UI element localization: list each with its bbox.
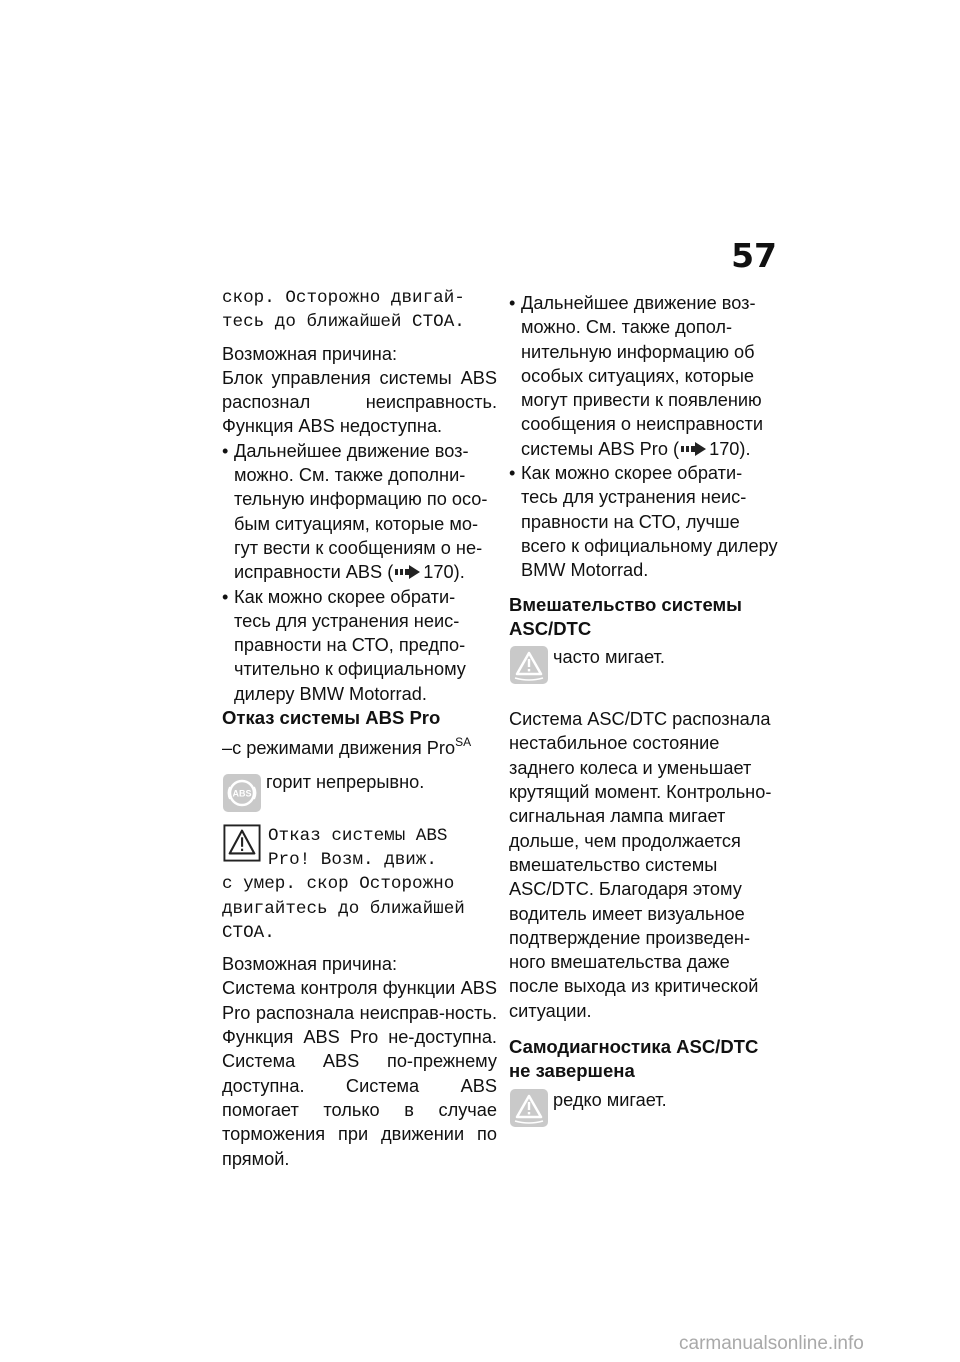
possible-cause-label: Возможная причина: (222, 954, 397, 975)
abs-warning-lamp-icon (222, 773, 262, 813)
section-heading: Самодиагностика ASC/DTC не завершена (509, 1036, 759, 1082)
warning-message-continued: с умер. скор Осторожно двигайтесь до ближайшей СТОА. (222, 874, 465, 943)
asc-dtc-lamp-icon (509, 645, 549, 685)
abs-indicator-row (222, 770, 497, 818)
page-reference-arrow-icon (679, 441, 709, 457)
list-item: • Как можно скорее обрати- тесь для устранения неис- правности на СТО, лучше всего к официальному дилеру BMW Motorrad. (509, 463, 778, 581)
section-subline: –с режимами движения Pro$^{SA}$ (222, 735, 472, 759)
asc-selftest-text: редко мигает. (553, 1089, 667, 1110)
section-heading: Отказ системы ABS Pro (222, 707, 441, 729)
list-item: • Дальнейшее движение воз- можно. См. также дополни- тельную информацию по осо- бым ситуациям, которые мо- гут вести к сообщениям о не- исправности ABS ( 170). (222, 440, 488, 583)
list-item: • Дальнейшее движение воз- можно. См. также допол- нительную информацию об особых ситуациях, которые могут привести к появлению сообщения о неисправности системы ABS Pro ( 170). (509, 293, 763, 459)
svg-text:ABS: ABS (232, 788, 252, 799)
asc-selftest-row (509, 1088, 784, 1136)
message-text-continued: скор. Осторожно двигай- тесь до ближайшей СТОА. (222, 288, 465, 333)
asc-indicator-text: часто мигает. (553, 647, 665, 668)
asc-dtc-lamp-icon (509, 1088, 549, 1128)
warning-message-text: Отказ системы ABS Pro! Возм. движ. (268, 825, 448, 870)
cause-paragraph: Блок управления системы ABS распознал неисправность. Функция ABS недоступна. (222, 367, 497, 437)
right-column (509, 291, 784, 1136)
asc-indicator-row (509, 645, 784, 693)
possible-cause-label: Возможная причина: (222, 343, 397, 364)
watermark[interactable]: carmanualsonline.info (679, 1333, 864, 1354)
warning-message-row (222, 824, 497, 873)
page-number: 57 (731, 236, 777, 275)
list-item: • Как можно скорее обрати- тесь для устранения неис- правности на СТО, предпо- чтительно к официальному дилеру BMW Motorrad. (222, 586, 466, 704)
page-reference-arrow-icon (393, 564, 423, 580)
cause-paragraph: Система контроля функции ABS Pro распознала неисправ-ность. Функция ABS Pro не-доступна. Система ABS по-прежнему доступна. Система ABS помогает только в случае торможения при движении по прямой. (222, 978, 497, 1169)
action-list (222, 439, 497, 706)
abs-indicator-text: горит непрерывно. (266, 771, 425, 792)
section-heading: Вмешательство системы ASC/DTC (509, 593, 742, 639)
asc-paragraph: Система ASC/DTC распознала нестабильное состояние заднего колеса и уменьшает крутящий момент. Контрольно-сигнальная лампа мигает дольше, чем продолжается вмешательство системы ASC/DTC. Благодаря этому водитель имеет визуальное подтверждение произведен-ного вмешательства даже после выхода из критической ситуации. (509, 709, 772, 1021)
left-column (222, 286, 497, 1171)
general-warning-triangle-icon (222, 824, 262, 862)
action-list (509, 291, 784, 583)
